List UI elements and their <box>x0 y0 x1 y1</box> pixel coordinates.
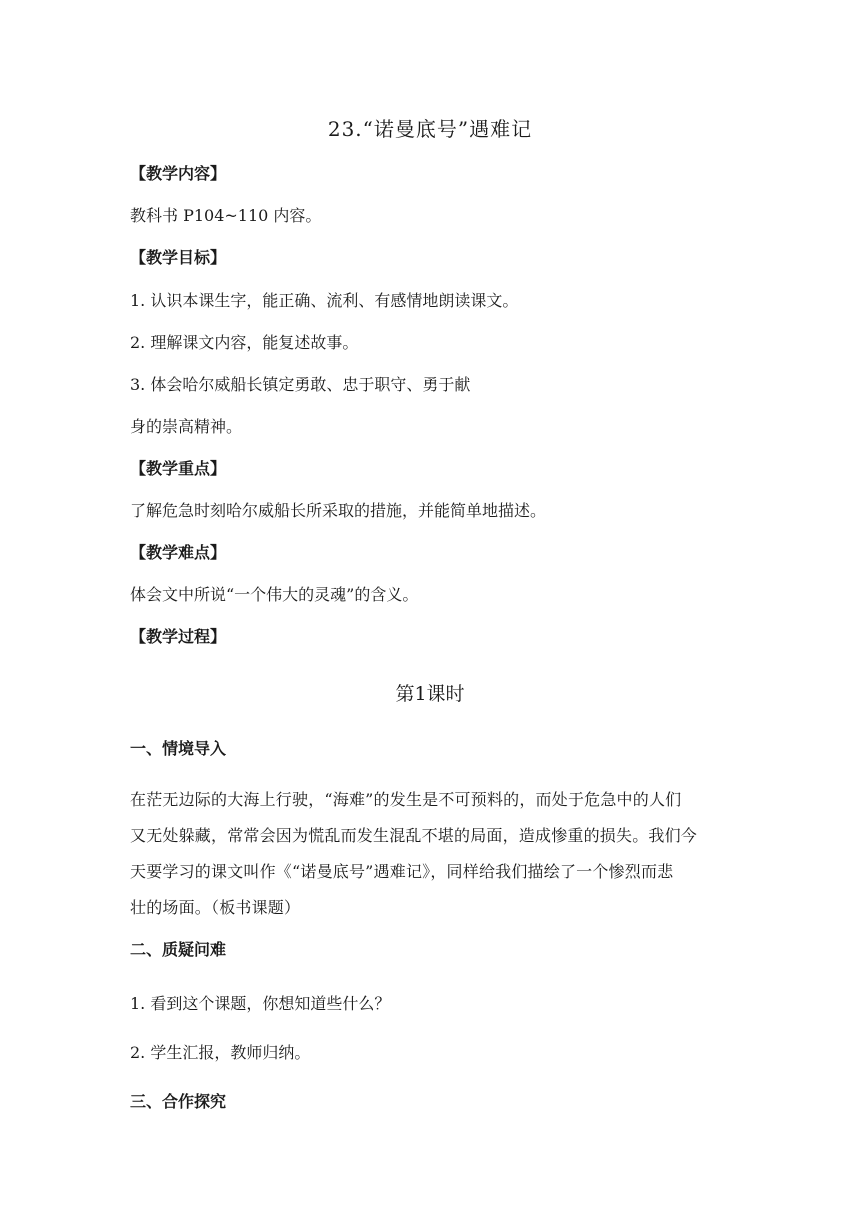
step1-line: 壮的场面。（板书课题） <box>130 898 301 917</box>
document-title: 23.“诺曼底号”遇难记 <box>327 117 533 141</box>
process-heading: 【教学过程】 <box>130 627 227 646</box>
lesson-subtitle: 第1课时 <box>395 683 465 705</box>
content-heading: 【教学内容】 <box>130 164 227 183</box>
goals-heading: 【教学目标】 <box>130 248 227 267</box>
key-points-heading: 【教学重点】 <box>130 459 227 478</box>
goal-item-2: 2. 理解课文内容，能复述故事。 <box>130 333 359 352</box>
difficulty-heading: 【教学难点】 <box>130 543 227 562</box>
goal-item-1: 1. 认识本课生字，能正确、流利、有感情地朗读课文。 <box>130 291 519 310</box>
step3-heading: 三、合作探究 <box>130 1092 227 1111</box>
goal-item-3-continued: 身的崇高精神。 <box>130 417 243 436</box>
goal-item-3: 3. 体会哈尔威船长镇定勇敢、忠于职守、勇于献 <box>130 375 471 394</box>
step2-item-2: 2. 学生汇报，教师归纳。 <box>130 1043 311 1062</box>
content-text: 教科书 P104~110 内容。 <box>130 206 322 225</box>
step2-heading: 二、质疑问难 <box>130 940 227 959</box>
step2-item-1: 1. 看到这个课题，你想知道些什么？ <box>130 994 391 1013</box>
key-points-text: 了解危急时刻哈尔威船长所采取的措施，并能简单地描述。 <box>130 501 547 520</box>
step1-line: 在茫无边际的大海上行驶，“海难”的发生是不可预料的，而处于危急中的人们 <box>130 790 682 809</box>
step1-line: 天要学习的课文叫作《“诺曼底号”遇难记》，同样给我们描绘了一个惨烈而悲 <box>130 862 674 881</box>
step1-paragraph <box>130 782 730 926</box>
difficulty-text: 体会文中所说“一个伟大的灵魂”的含义。 <box>130 585 419 604</box>
step1-heading: 一、情境导入 <box>130 739 227 758</box>
step1-line: 又无处躲藏，常常会因为慌乱而发生混乱不堪的局面，造成惨重的损失。我们今 <box>130 826 698 845</box>
